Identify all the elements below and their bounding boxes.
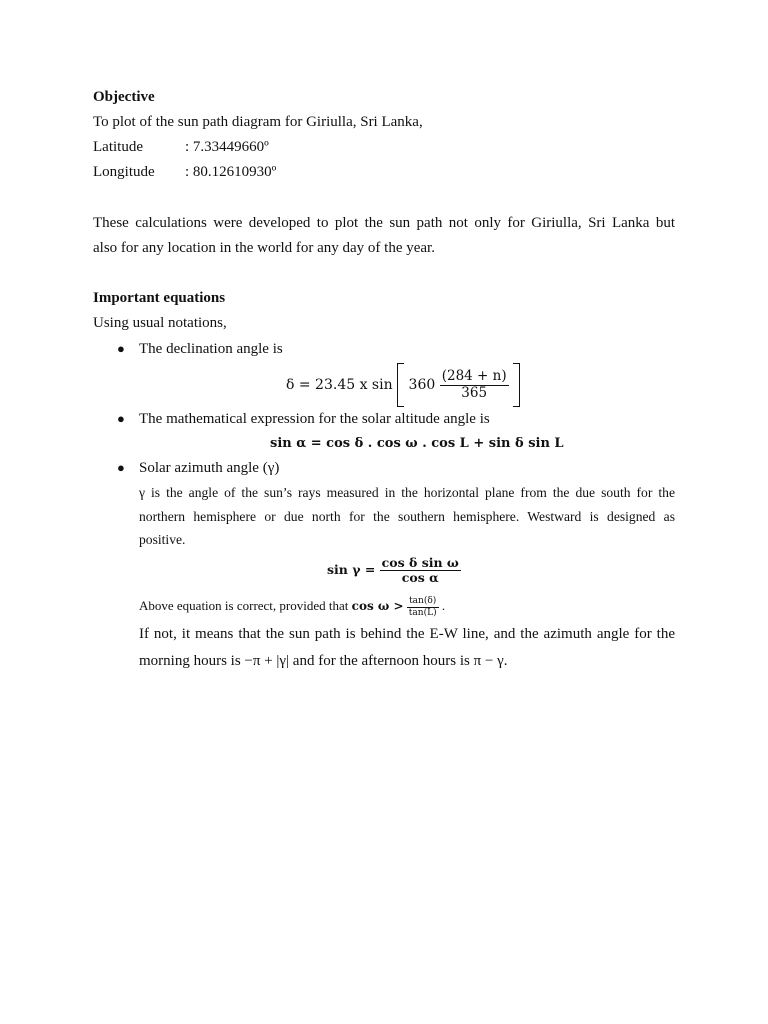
azimuth-numerator: cos δ sin ω — [381, 554, 459, 570]
azimuth-desc-line-3: positive. — [139, 532, 186, 547]
condition-numerator: tan(δ) — [407, 596, 439, 607]
azimuth-desc-line-1: γ is the angle of the sun’s rays measured in the horizontal plane from the due south for the — [139, 485, 675, 500]
bullet-declination: The declination angle is — [139, 341, 283, 357]
bullet-altitude: The mathematical expression for the solar altitude angle is — [139, 411, 490, 427]
left-bracket — [397, 363, 404, 407]
azimuth-equation — [327, 552, 461, 588]
latitude-label: Latitude — [93, 139, 143, 155]
condition-fraction — [407, 596, 439, 618]
equations-intro: Using usual notations, — [93, 315, 227, 331]
bullet-dot: ● — [117, 460, 125, 475]
paragraph-line-1: These calculations were developed to plot the sun path not only for Giriulla, Sri Lanka but — [93, 215, 675, 231]
latitude-value: : 7.33449660º — [185, 139, 269, 155]
otherwise-line-2: morning hours is −π + |γ| and for the afternoon hours is π − γ. — [139, 653, 508, 669]
azimuth-desc-line-2: northern hemisphere or due north for the southern hemisphere. Westward is designed as — [139, 509, 675, 524]
otherwise-line-1: If not, it means that the sun path is behind the E-W line, and the azimuth angle for the — [139, 626, 675, 642]
longitude-value: : 80.12610930º — [185, 164, 277, 180]
paragraph-line-2: also for any location in the world for any day of the year. — [93, 240, 435, 256]
objective-heading: Objective — [93, 89, 155, 105]
longitude-label: Longitude — [93, 164, 155, 180]
declination-lhs: δ = 23.45 x sin — [286, 377, 393, 393]
declination-numerator: (284 + n) — [441, 367, 507, 384]
declination-denominator: 365 — [461, 384, 488, 401]
altitude-equation: sin α = cos δ . cos ω . cos L + sin δ sin L — [270, 436, 564, 451]
declination-fraction — [440, 369, 509, 401]
bullet-azimuth: Solar azimuth angle (γ) — [139, 460, 280, 476]
bullet-dot: ● — [117, 341, 125, 356]
right-bracket — [513, 363, 520, 407]
bullet-dot: ● — [117, 411, 125, 426]
condition-line — [139, 592, 445, 620]
condition-denominator: tan(L) — [408, 607, 437, 618]
azimuth-fraction — [380, 556, 461, 586]
condition-end: . — [441, 598, 446, 613]
declination-equation — [286, 362, 520, 408]
condition-text: Above equation is correct, provided that — [139, 598, 349, 613]
declination-factor: 360 — [408, 377, 436, 393]
condition-lhs: cos ω > — [351, 599, 404, 613]
azimuth-lhs: sin γ = — [327, 562, 376, 577]
azimuth-denominator: cos α — [401, 570, 439, 585]
equations-heading: Important equations — [93, 290, 226, 306]
objective-intro: To plot of the sun path diagram for Giriulla, Sri Lanka, — [93, 114, 423, 130]
